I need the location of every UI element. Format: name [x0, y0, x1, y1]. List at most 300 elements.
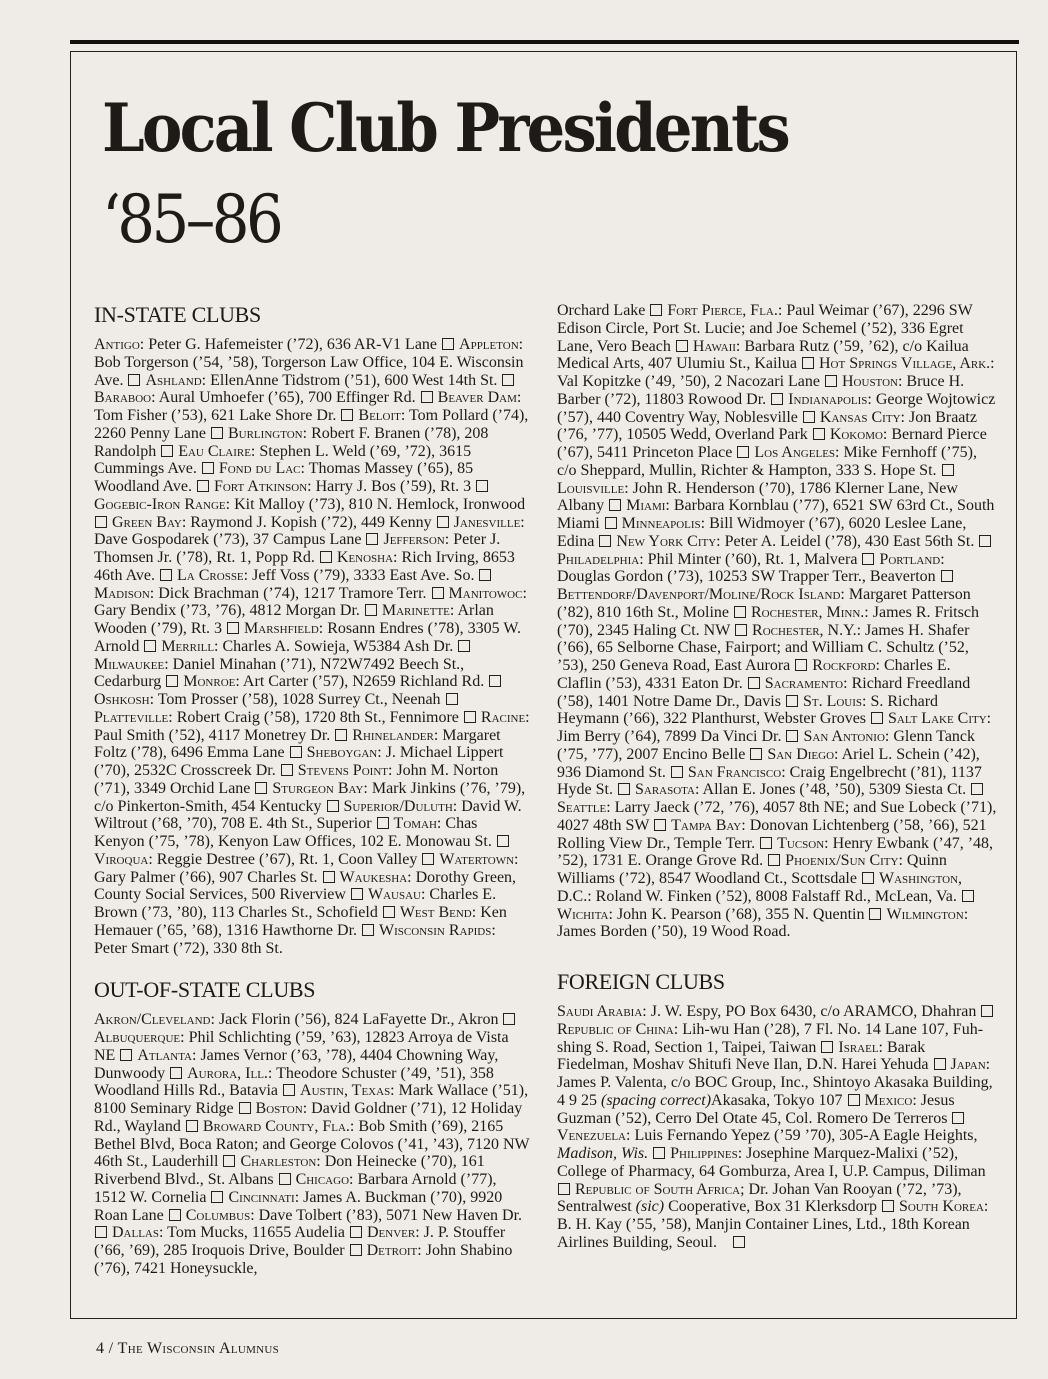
club-location: Oshkosh: — [94, 691, 155, 708]
club-president-info: Robert F. Branen (’78), 208 Randolph — [94, 424, 489, 460]
separator-box-icon — [748, 677, 760, 689]
club-entry — [214, 478, 471, 495]
club-location: Wisconsin Rapids: — [379, 921, 496, 939]
club-president-info: J. W. Espy, PO Box 6430, c/o ARAMCO, Dhahran — [646, 1003, 977, 1020]
separator-box-icon — [169, 1209, 181, 1221]
club-president-info: Margaret Foltz (’78), 6496 Emma Lane — [94, 726, 501, 762]
club-location: Janesville: — [453, 513, 525, 531]
separator-box-icon — [786, 695, 798, 707]
club-location: Ashland: — [145, 371, 207, 389]
separator-box-icon — [768, 854, 780, 866]
separator-box-icon — [599, 535, 611, 547]
club-location: Waukesha: — [339, 868, 412, 886]
club-president-info-cont: Akasaka, Tokyo 107 — [711, 1091, 843, 1109]
club-location: Philippines: — [670, 1145, 743, 1162]
separator-box-icon — [737, 446, 749, 458]
club-president-info: Daniel Minahan (’71), N72W7492 Beech St., Cedarburg — [94, 655, 465, 691]
club-president-info: Allan E. Jones (’48, ’50), 5309 Siesta Ct. — [699, 781, 967, 799]
club-entry — [112, 1224, 345, 1241]
separator-box-icon — [882, 1200, 894, 1212]
club-president-info: Reggie Destree (’67), Rt. 1, Coon Valley — [152, 850, 418, 868]
separator-box-icon — [432, 587, 444, 599]
club-president-info: Charles E. Claflin (’53), 4331 Eaton Dr. — [557, 657, 951, 692]
club-president-info: Henry Ewbank (’47, ’48, ’52), 1731 E. Orange Grove Rd. — [557, 834, 994, 870]
separator-box-icon — [335, 729, 347, 741]
club-location: Monroe: — [183, 673, 240, 691]
separator-box-icon — [813, 428, 825, 440]
separator-box-icon — [350, 1244, 362, 1256]
club-location: San Francisco: — [687, 763, 786, 781]
editorial-note: (sic) — [635, 1198, 665, 1216]
club-entry — [557, 1003, 976, 1020]
separator-box-icon — [422, 853, 434, 865]
club-president-info: Gary Palmer (’66), 907 Charles St. — [94, 868, 318, 886]
club-president-info: Gary Bendix (’73, ’76), 4812 Morgan Dr. — [94, 602, 360, 620]
club-location: Miami: — [626, 497, 670, 515]
club-location: Wilmington: — [886, 905, 969, 923]
club-president-info: Roland W. Finken (’52), 8008 Falstaff Rd., McLean, Va. — [591, 887, 957, 905]
club-president-info: Robert Craig (’58), 1720 8th St., Fennimore — [172, 708, 459, 726]
separator-box-icon — [323, 871, 335, 883]
club-location: Republic of China: — [557, 1020, 679, 1038]
separator-box-icon — [211, 427, 223, 439]
separator-box-icon — [735, 624, 747, 636]
club-location: Kokomo: — [829, 426, 888, 444]
club-president-info: Peter Smart (’72), 330 8th St. — [94, 939, 283, 957]
publication-name: The Wisconsin Alumnus — [117, 1340, 280, 1357]
club-president-info: J. Michael Lippert (’70), 2532C Crosscreek Dr. — [94, 744, 504, 779]
club-entry — [94, 336, 437, 353]
club-location: Aurora, Ill.: — [187, 1064, 273, 1082]
club-location: Indianapolis: — [788, 390, 872, 408]
separator-box-icon — [502, 374, 514, 386]
separator-box-icon — [227, 622, 239, 634]
club-president-info: B. H. Kay (’55, ’58), Manjin Container Lines, Ltd., 18th Korean Airlines Building, Seoul. — [557, 1216, 970, 1251]
club-location: Baraboo: — [94, 389, 156, 407]
separator-box-icon — [962, 890, 974, 902]
club-president-info: Bruce H. Barber (’72), 11803 Rowood Dr. — [557, 373, 965, 408]
separator-box-icon — [362, 924, 374, 936]
club-president-info: EllenAnne Tidstrom (’51), 600 West 14th St. — [206, 371, 498, 389]
club-location: Houston: — [842, 373, 903, 390]
separator-box-icon — [95, 516, 107, 528]
separator-box-icon — [479, 569, 491, 581]
club-president-info: Theodore Schuster (’49, ’51), 358 Woodland Hills Rd., Batavia — [94, 1064, 494, 1100]
club-president-info: Peter A. Leidel (’78), 430 East 56th St. — [720, 532, 975, 550]
club-location: Eau Claire: — [178, 442, 256, 460]
separator-box-icon — [802, 357, 814, 369]
club-entry — [94, 585, 427, 602]
club-location: Minneapolis: — [621, 515, 706, 532]
separator-box-icon — [497, 835, 509, 847]
club-location: Beloit: — [358, 407, 406, 424]
separator-box-icon — [327, 800, 339, 812]
club-entry — [616, 533, 974, 550]
club-location: Fort Pierce, Fla.: — [667, 302, 783, 319]
club-location: Jefferson: — [383, 531, 450, 549]
club-president-info: Donovan Lichtenberg (’58, ’66), 521 Rolling View Dr., Temple Terr. — [557, 816, 987, 852]
separator-box-icon — [942, 464, 954, 476]
separator-box-icon — [211, 1191, 223, 1203]
separator-box-icon — [848, 1094, 860, 1106]
club-location: Charleston: — [240, 1153, 321, 1171]
club-entry — [177, 567, 474, 584]
club-president-info: Dick Brachman (’74), 1217 Tramore Terr. — [154, 584, 427, 602]
club-location: Cincinnati: — [228, 1188, 300, 1206]
club-location: Bettendorf/Davenport/Moline/Rock Island: — [557, 586, 845, 603]
separator-box-icon — [795, 659, 807, 671]
club-president-info: Phil Minter (’60), Rt. 1, Malvera — [643, 550, 858, 568]
club-president-info: Charles E. Brown (’73, ’80), 113 Charles St., Schofield — [94, 886, 497, 921]
club-president-info: Ken Hemauer (’65, ’68), 1316 Hawthorne Dr. — [94, 904, 507, 939]
club-location: Viroqua: — [94, 850, 153, 868]
club-entry — [94, 709, 459, 726]
club-president-info: Tom Pollard (’74), 2260 Penny Lane — [94, 407, 529, 442]
separator-box-icon — [476, 480, 488, 492]
club-president-info: James Vernor (’63, ’78), 4404 Chowning Way, Dunwoody — [94, 1046, 499, 1082]
club-president-info: Arlan Wooden (’79), Rt. 3 — [94, 602, 494, 637]
club-location: Salt Lake City: — [888, 710, 992, 728]
club-location: Rochester, N.Y.: — [752, 621, 862, 639]
club-president-info: Glenn Tanck (’75, ’77), 2007 Encino Belle — [557, 728, 976, 763]
club-president-info-cont: Cooperative, Box 31 Klerksdorp — [664, 1198, 877, 1216]
club-president-info: Phil Schlichting (’59, ’63), 12823 Arroya de Vista NE — [94, 1029, 509, 1064]
club-president-info: Don Heinecke (’70), 161 Riverbend Blvd., St. Albans — [94, 1153, 485, 1188]
separator-box-icon — [803, 411, 815, 423]
club-location: Denver: — [367, 1224, 420, 1242]
club-location: Rockford: — [812, 657, 880, 674]
club-entry — [635, 781, 966, 798]
separator-box-icon — [383, 906, 395, 918]
club-president-info: John M. Norton (’71), 3349 Orchid Lane — [94, 762, 499, 797]
club-president-info: Rosann Endres (’78), 3305 W. Arnold — [94, 620, 521, 655]
page-title: Local Club Presidents — [102, 89, 788, 167]
club-president-info: John K. Pearson (’68), 355 N. Quentin — [612, 905, 865, 923]
separator-box-icon — [446, 693, 458, 705]
club-president-info: John Shabino (’76), 7421 Honeysuckle, — [94, 1242, 513, 1277]
club-entry — [94, 851, 417, 868]
club-location: Albuquerque: — [94, 1029, 185, 1046]
club-president-info: Thomas Massey (’65), 85 Woodland Ave. — [94, 460, 474, 495]
club-entry — [94, 691, 441, 708]
club-location: Atlanta: — [137, 1046, 197, 1064]
club-location: Republic of South Africa; — [575, 1180, 745, 1198]
separator-box-icon — [558, 1183, 570, 1195]
separator-box-icon — [366, 533, 378, 545]
club-location: Madison: — [94, 584, 155, 602]
club-location: Burlington: — [227, 424, 308, 442]
club-president-info: Dr. Johan Van Rooyan (’72, ’73), Sentralwest — [557, 1180, 962, 1216]
right-column — [557, 302, 998, 1252]
club-location: Beaver Dam: — [437, 389, 522, 407]
club-location: Marinette: — [381, 602, 455, 620]
club-location: Kansas City: — [819, 408, 905, 426]
club-location: Marshfield: — [244, 620, 324, 637]
separator-box-icon — [281, 764, 293, 776]
separator-box-icon — [279, 1173, 291, 1185]
separator-box-icon — [283, 1084, 295, 1096]
continuation-text: Orchard Lake — [557, 302, 646, 319]
club-location: Los Angeles: — [754, 444, 840, 461]
club-location: Chicago: — [295, 1171, 354, 1188]
club-president-info: Ariel L. Schein (’42), 936 Diamond St. — [557, 745, 980, 781]
club-president-info: David W. Wiltrout (’68, ’70), 708 E. 4th St., Superior — [94, 797, 522, 833]
page-subtitle: ‘85–86 — [102, 181, 281, 258]
club-president-info: Rich Irving, 8653 46th Ave. — [94, 549, 515, 584]
club-location: Stevens Point: — [297, 762, 393, 779]
separator-box-icon — [421, 391, 433, 403]
editorial-note: (spacing correct) — [601, 1091, 712, 1109]
separator-box-icon — [503, 1013, 515, 1025]
club-president-info: Dorothy Green, County Social Services, 500 Riverview — [94, 868, 517, 904]
club-location: Philadelphia: — [557, 550, 644, 568]
club-president-info: Barbara Rutz (’59, ’62), c/o Kailua Medical Arts, 407 Ulumiu St., Kailua — [557, 337, 969, 373]
outofstate-club-list-part1 — [94, 1011, 532, 1277]
club-location: Venezuela: — [557, 1127, 631, 1145]
club-location: Gogebic-Iron Range: — [94, 495, 231, 513]
club-location: Tampa Bay: — [671, 816, 746, 834]
club-location: Platteville: — [94, 708, 173, 726]
separator-box-icon — [197, 480, 209, 492]
club-president-info: Mark Jinkins (’76, ’79), c/o Pinkerton-Smith, 454 Kentucky — [94, 779, 526, 815]
footer-separator: / — [104, 1340, 118, 1357]
club-location: Columbus: — [185, 1206, 255, 1224]
club-president-info: Bernard Pierce (’67), 5411 Princeton Place — [557, 426, 987, 461]
separator-box-icon — [941, 570, 953, 582]
club-president-info: Barbara Arnold (’77), 1512 W. Cornelia — [94, 1171, 497, 1206]
separator-box-icon — [160, 569, 172, 581]
club-location: Fond du Lac: — [218, 460, 305, 478]
club-location: Merrill: — [161, 637, 219, 655]
separator-box-icon — [341, 409, 353, 421]
club-location: Louisville: — [557, 479, 629, 497]
club-president-info: Quinn Williams (’72), 8547 Woodland Ct., Scottsdale — [557, 852, 947, 887]
separator-box-icon — [862, 872, 874, 884]
club-president-info: Barak Fiedelman, Moshav Shitufi Neve Ilan, D.N. Harei Yehuda — [557, 1038, 929, 1074]
club-location: Manitowoc: — [448, 584, 527, 602]
separator-box-icon — [650, 304, 662, 316]
club-location: Dallas: — [112, 1224, 164, 1242]
club-location: New York City: — [616, 532, 721, 550]
club-location: Austin, Texas: — [300, 1082, 395, 1100]
club-location: Seattle: — [557, 799, 611, 816]
club-president-info: Dave Gospodarek (’73), 37 Campus Lane — [94, 531, 362, 549]
separator-box-icon — [350, 1226, 362, 1238]
instate-club-list — [94, 336, 532, 957]
separator-box-icon — [952, 1112, 964, 1124]
club-president-info: Jack Florin (’56), 824 LaFayette Dr., Akron — [214, 1011, 499, 1029]
left-column — [94, 302, 532, 1278]
club-president-info: Bob Smith (’69), 2165 Bethel Blvd, Boca Raton; and George Colovos (’41, ’43), 7120 NW 46th St., Lauderhill — [94, 1117, 530, 1171]
separator-box-icon — [676, 340, 688, 352]
club-location: Wichita: — [557, 905, 613, 923]
club-location: Kenosha: — [336, 549, 398, 566]
outofstate-club-list-part2 — [557, 302, 998, 941]
separator-box-icon — [618, 783, 630, 795]
separator-box-icon — [351, 888, 363, 900]
club-entry — [557, 906, 864, 923]
separator-box-icon — [120, 1049, 132, 1061]
club-location: Hot Springs Village, Ark.: — [818, 355, 995, 373]
club-entry — [557, 551, 857, 568]
club-president-info: Larry Jaeck (’72, ’76), 4057 8th NE; and Sue Lobeck (’71), 4027 48th SW — [557, 799, 997, 834]
separator-box-icon — [320, 551, 332, 563]
club-president-info: George Wojtowicz (’57), 440 Coventry Way, Noblesville — [557, 390, 996, 426]
club-president-info: Peter G. Hafemeister (’72), 636 AR-V1 Lane — [144, 336, 438, 353]
club-president-info: Charles A. Sowieja, W5384 Ash Dr. — [218, 637, 454, 655]
separator-box-icon — [981, 1005, 993, 1017]
club-president-info: Mike Fernhoff (’75), c/o Sheppard, Mullin, Richter & Hampton, 333 S. Hope St. — [557, 444, 977, 479]
club-location: West Bend: — [399, 904, 477, 921]
club-location: Tucson: — [777, 834, 829, 852]
club-president-info: Tom Mucks, 11655 Audelia — [163, 1224, 345, 1242]
separator-box-icon — [489, 675, 501, 687]
club-location: Mexico: — [864, 1091, 917, 1109]
club-location: Saudi Arabia: — [557, 1003, 647, 1020]
club-location: Fort Atkinson: — [213, 478, 312, 495]
club-president-info: Margaret Patterson (’82), 810 16th St., Moline — [557, 586, 971, 621]
club-president-info: David Goldner (’71), 12 Holiday Rd., Wayland — [94, 1100, 523, 1135]
separator-box-icon — [653, 1147, 665, 1159]
club-president-info: James R. Fritsch (’70), 2345 Haling Ct. NW — [557, 603, 979, 639]
page-number: 4 — [96, 1340, 105, 1357]
club-location: St. Louis: — [802, 692, 867, 710]
club-entry — [145, 372, 497, 389]
club-president-info: James Borden (’50), 19 Wood Road. — [557, 923, 791, 941]
separator-box-icon — [128, 374, 140, 386]
club-location: Washington, D.C.: — [557, 870, 963, 905]
club-president-info: Jim Berry (’64), 7899 Da Vinci Dr. — [557, 728, 782, 745]
separator-box-icon — [202, 462, 214, 474]
club-entry — [161, 638, 453, 655]
section-heading-outofstate: OUT-OF-STATE CLUBS — [94, 977, 316, 1003]
separator-box-icon — [464, 711, 476, 723]
separator-box-icon — [871, 712, 883, 724]
club-location: Detroit: — [366, 1242, 422, 1259]
separator-box-icon — [166, 675, 178, 687]
separator-box-icon — [437, 516, 449, 528]
club-president-info: Lih-wu Han (’28), 7 Fl. No. 14 Lane 107, Fuh-shing S. Road, Section 1, Taipei, Taiwan — [557, 1020, 984, 1056]
separator-box-icon — [771, 393, 783, 405]
club-location: Sturgeon Bay: — [272, 779, 368, 797]
club-president-info: S. Richard Heymann (’66), 322 Planthurst, Webster Groves — [557, 692, 939, 728]
separator-box-icon — [223, 1155, 235, 1167]
club-president-info: Barbara Kornblau (’77), 6521 SW 63rd Ct., South Miami — [557, 497, 995, 532]
foreign-club-list — [557, 1003, 998, 1252]
club-location: Phoenix/Sun City: — [785, 852, 903, 870]
club-president-info: Peter J. Thomsen Jr. (’78), Rt. 1, Popp Rd. — [94, 531, 501, 566]
separator-box-icon — [786, 730, 798, 742]
club-president-info: Val Kopitzke (’49, ’50), 2 Nacozari Lane — [557, 373, 820, 390]
separator-box-icon — [760, 837, 772, 849]
separator-box-icon — [161, 445, 173, 457]
club-location: Sheboygan: — [306, 744, 382, 762]
separator-box-icon — [971, 783, 983, 795]
club-location: Racine: — [480, 708, 530, 726]
club-location: Broward County, Fla.: — [202, 1117, 355, 1135]
separator-box-icon — [869, 908, 881, 920]
separator-box-icon — [170, 1067, 182, 1079]
section-heading-foreign: FOREIGN CLUBS — [557, 969, 725, 994]
club-entry — [186, 1207, 522, 1224]
club-location: South Korea: — [898, 1198, 989, 1216]
end-box-icon — [733, 1236, 745, 1248]
club-president-info: Douglas Gordon (’73), 10253 SW Trapper Terr., Beaverton — [557, 568, 936, 586]
club-location: Hawaii: — [692, 337, 741, 355]
club-location: Watertown: — [439, 850, 519, 868]
section-heading-instate: IN-STATE CLUBS — [94, 302, 261, 327]
club-president-info: Tom Prosser (’58), 1028 Surrey Ct., Neenah — [154, 691, 441, 708]
club-location: Tomah: — [393, 815, 442, 833]
club-location: Sarasota: — [635, 781, 700, 799]
club-entry — [112, 514, 432, 531]
separator-box-icon — [605, 517, 617, 529]
editorial-note: Madison, Wis. — [557, 1145, 649, 1162]
separator-box-icon — [979, 535, 991, 547]
club-president-info: Art Carter (’57), N2659 Richland Rd. — [239, 673, 485, 691]
separator-box-icon — [934, 1058, 946, 1070]
club-location: Portland: — [879, 550, 945, 568]
club-president-info: James A. Buckman (’70), 9920 Roan Lane — [94, 1188, 503, 1224]
club-president-info: Kit Malloy (’73), 810 N. Hemlock, Ironwood — [230, 495, 526, 513]
club-president-info: James P. Valenta, c/o BOC Group, Inc., Shintoyo Akasaka Building, 4 9 25 — [557, 1074, 993, 1109]
club-location: Superior/Duluth: — [343, 797, 458, 815]
club-president-info: Chas Kenyon (’75, ’78), Kenyon Law Offices, 102 E. Monowau St. — [94, 815, 492, 850]
separator-box-icon — [377, 817, 389, 829]
club-location: Akron/Cleveland: — [94, 1011, 215, 1029]
page-footer — [96, 1340, 279, 1358]
club-location: Milwaukee: — [94, 655, 169, 673]
club-location: Antigo: — [94, 336, 145, 353]
club-entry — [183, 673, 484, 690]
club-president-info: Jeff Voss (’79), 3333 East Ave. So. — [248, 566, 475, 584]
club-president-info: Tom Fisher (’53), 621 Lake Shore Dr. — [94, 407, 337, 424]
club-location: Wausau: — [367, 886, 426, 904]
separator-box-icon — [654, 819, 666, 831]
club-president-info: Bob Torgerson (’54, ’58), Torgerson Law Office, 104 E. Wisconsin Ave. — [94, 353, 524, 389]
club-president-info: Aural Umhoefer (’65), 700 Effinger Rd. — [155, 389, 416, 407]
separator-box-icon — [239, 1102, 251, 1114]
club-president-info: Paul Smith (’52), 4117 Monetrey Dr. — [94, 726, 331, 744]
club-president-info: Josephine Marquez-Malixi (’52), College of Pharmacy, 64 Gomburza, Area I, U.P. Campus, Diliman — [557, 1145, 986, 1180]
separator-box-icon — [255, 782, 267, 794]
club-location: San Antonio: — [803, 728, 890, 745]
separator-box-icon — [734, 606, 746, 618]
club-president-info: Paul Weimar (’67), 2296 SW Edison Circle, Port St. Lucie; and Joe Schemel (’52), 336 Egret Lane, Vero Beach — [557, 302, 973, 355]
club-location: Appleton: — [459, 336, 524, 353]
separator-box-icon — [821, 1041, 833, 1053]
club-location: Rhinelander: — [352, 726, 439, 744]
club-president-info: James H. Shafer (’66), 65 Selborne Chase, Fairport; and William C. Schultz (’52, ’53), 250 Geneva Road, East Aurora — [557, 621, 970, 674]
club-president-info: Jesus Guzman (’52), Cerro Del Otate 45, Col. Romero De Terreros — [557, 1091, 955, 1127]
club-president-info: Craig Engelbrecht (’81), 1137 Hyde St. — [557, 763, 982, 799]
club-president-info: Bill Widmoyer (’67), 6020 Leslee Lane, Edina — [557, 515, 967, 550]
separator-box-icon — [862, 553, 874, 565]
club-president-info: Raymond J. Kopish (’72), 449 Kenny — [186, 513, 432, 531]
club-president-info: Stephen L. Weld (’69, ’72), 3615 Cummings Ave. — [94, 442, 472, 478]
club-entry — [94, 1011, 498, 1028]
separator-box-icon — [95, 1226, 107, 1238]
club-entry — [94, 389, 416, 406]
club-entry — [94, 496, 525, 513]
separator-box-icon — [186, 1120, 198, 1132]
separator-box-icon — [290, 746, 302, 758]
club-location: Boston: — [255, 1100, 308, 1117]
separator-box-icon — [442, 338, 454, 350]
club-president-info: J. P. Stouffer (’66, ’69), 285 Iroquois Drive, Boulder — [94, 1224, 506, 1259]
club-location: Japan: — [950, 1056, 991, 1074]
club-president-info: Harry J. Bos (’59), Rt. 3 — [311, 478, 472, 495]
